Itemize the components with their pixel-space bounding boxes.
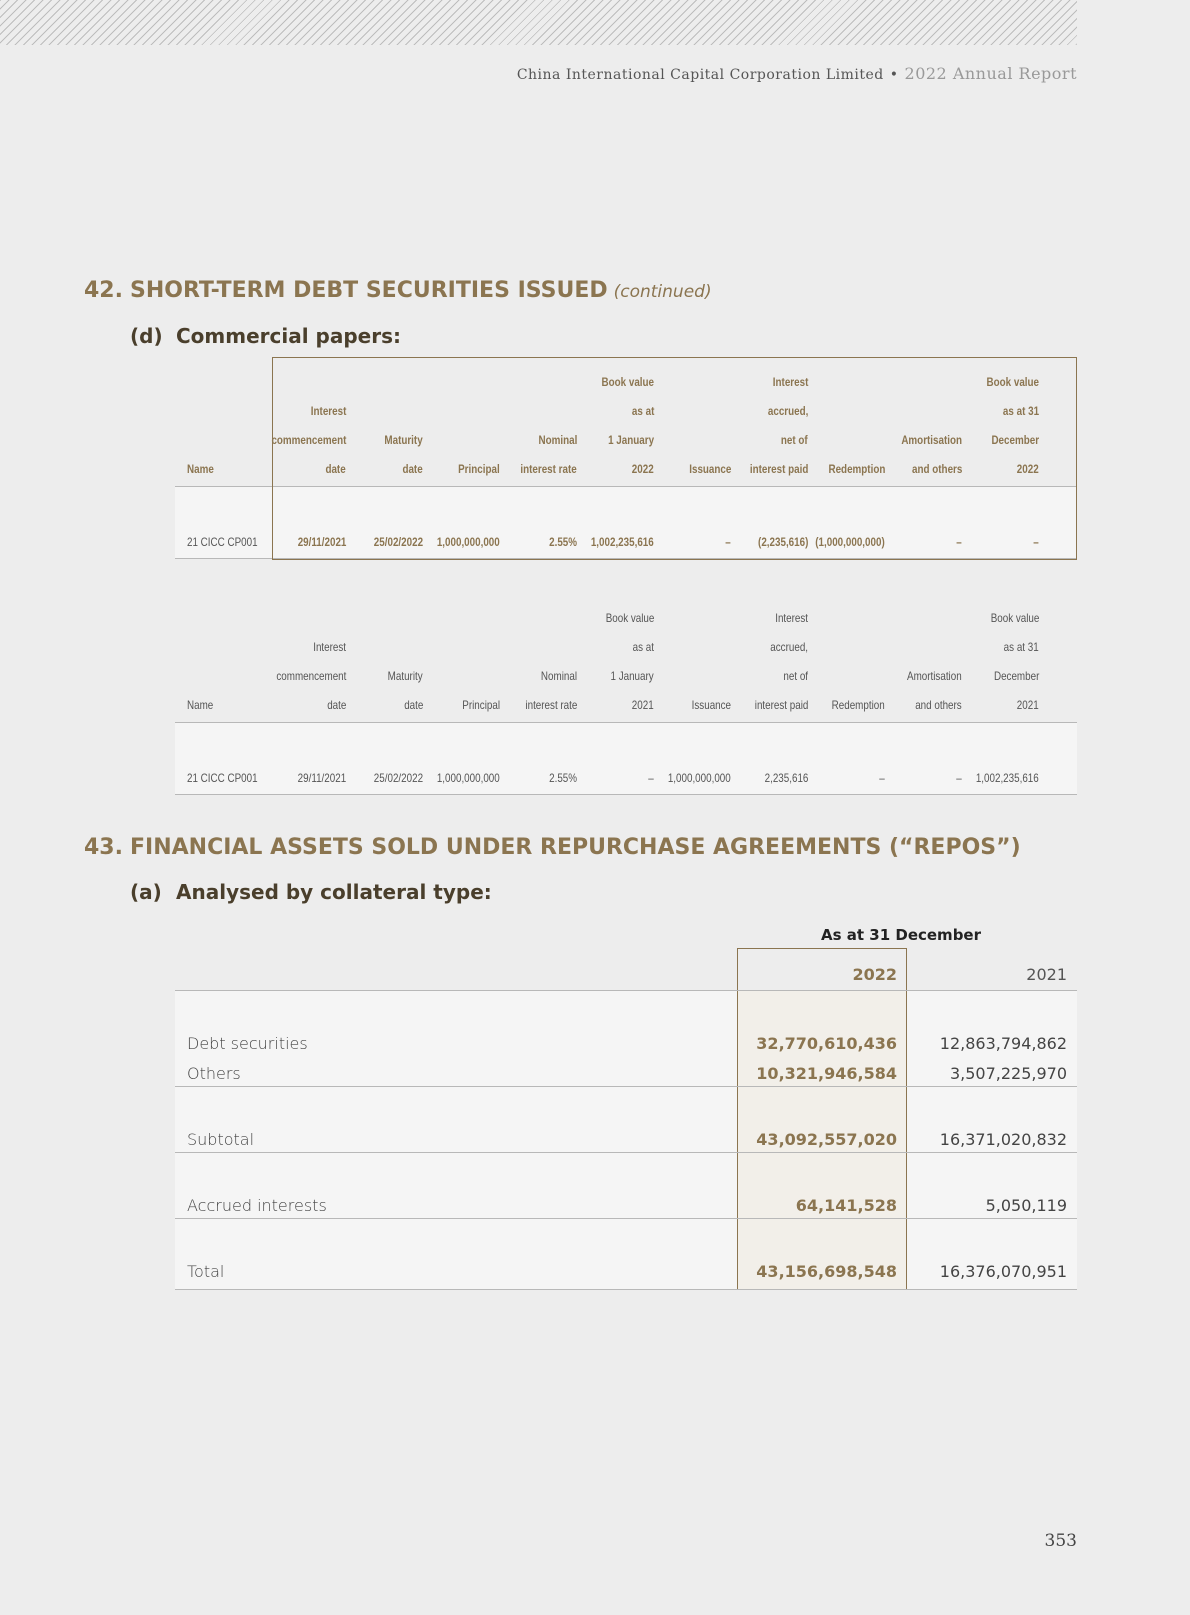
table-header	[175, 357, 1077, 487]
header-interest-accrued: Interest	[775, 611, 808, 625]
header-interest-commencement-date: date	[326, 698, 346, 712]
commercial-papers-table-2022	[175, 357, 1077, 559]
subsection-heading: Analysed by collateral type:	[176, 880, 492, 904]
page-number: 353	[1044, 1531, 1077, 1551]
header-closing-book-value: as at 31	[1003, 640, 1039, 654]
value-2021: 16,376,070,951	[939, 1262, 1067, 1281]
header-name: Name	[187, 698, 214, 712]
cell-closing-book-value: 1,002,235,616	[976, 771, 1039, 785]
cell-interest-commencement-date: 29/11/2021	[297, 771, 346, 785]
header-opening-book-value: 1 January	[608, 433, 654, 447]
cell-opening-book-value: –	[648, 771, 654, 785]
value-2022: 43,156,698,548	[756, 1262, 897, 1281]
section-42-title	[84, 278, 712, 303]
cell-issuance: –	[725, 535, 731, 549]
header-opening-book-value: 2022	[632, 462, 654, 476]
table-row	[175, 487, 1077, 559]
header-interest-accrued: interest paid	[749, 462, 808, 476]
header-closing-book-value: December	[991, 433, 1039, 447]
cell-amortisation: –	[956, 535, 962, 549]
table-header	[175, 593, 1077, 723]
header-redemption: Redemption	[831, 698, 885, 712]
year-2022-header: 2022	[852, 965, 897, 984]
header-issuance: Issuance	[688, 462, 731, 476]
year-2021-header: 2021	[1026, 965, 1067, 984]
header-separator: •	[889, 67, 899, 83]
header-interest-commencement-date: Interest	[310, 404, 346, 418]
current-year-highlight-box	[737, 948, 907, 1290]
row-label: Subtotal	[187, 1130, 255, 1149]
row-label: Others	[187, 1064, 241, 1083]
header-opening-book-value: Book value	[601, 375, 654, 389]
running-header	[517, 64, 1077, 83]
header-interest-commencement-date: date	[325, 462, 346, 476]
value-2022: 32,770,610,436	[756, 1034, 897, 1053]
cell-interest-commencement-date: 29/11/2021	[297, 535, 346, 549]
header-amortisation: and others	[915, 698, 962, 712]
row-label: Accrued interests	[187, 1196, 327, 1215]
header-closing-book-value: Book value	[990, 611, 1039, 625]
section-43-title	[84, 835, 1021, 860]
header-interest-accrued: interest paid	[754, 698, 808, 712]
table-row	[175, 723, 1077, 795]
header-issuance: Issuance	[691, 698, 731, 712]
header-interest-accrued: Interest	[772, 375, 808, 389]
section-heading: SHORT-TERM DEBT SECURITIES ISSUED	[130, 278, 608, 303]
header-amortisation: Amortisation	[901, 433, 962, 447]
company-name: China International Capital Corporation Limited	[516, 67, 884, 83]
header-nominal-interest-rate: Nominal	[538, 433, 577, 447]
header-closing-book-value: Book value	[986, 375, 1039, 389]
header-principal: Principal	[458, 462, 500, 476]
header-opening-book-value: as at	[631, 404, 654, 418]
table-row	[175, 1034, 1077, 1060]
header-redemption: Redemption	[828, 462, 885, 476]
subsection-heading: Commercial papers:	[176, 324, 402, 348]
cell-closing-book-value: –	[1033, 535, 1039, 549]
subsection-d-title	[130, 324, 401, 348]
header-closing-book-value: as at 31	[1002, 404, 1039, 418]
cell-issuance: 1,000,000,000	[668, 771, 731, 785]
divider	[175, 1086, 1077, 1087]
continued-note: (continued)	[613, 282, 712, 302]
cell-name: 21 CICC CP001	[187, 535, 258, 549]
row-label: Total	[187, 1262, 225, 1281]
table-row	[175, 1262, 1077, 1288]
header-maturity-date: Maturity	[387, 669, 423, 683]
value-2022: 10,321,946,584	[756, 1064, 897, 1083]
divider	[175, 1152, 1077, 1153]
header-interest-accrued: accrued,	[770, 640, 808, 654]
header-maturity-date: date	[402, 462, 423, 476]
header-interest-commencement-date: Interest	[313, 640, 346, 654]
cell-maturity-date: 25/02/2022	[373, 535, 423, 549]
value-2021: 5,050,119	[985, 1196, 1067, 1215]
header-interest-accrued: accrued,	[767, 404, 808, 418]
header-opening-book-value: 1 January	[610, 669, 654, 683]
header-interest-commencement-date: commencement	[275, 669, 346, 683]
cell-name: 21 CICC CP001	[187, 771, 258, 785]
header-amortisation: and others	[911, 462, 962, 476]
header-nominal-interest-rate: Nominal	[540, 669, 577, 683]
cell-principal: 1,000,000,000	[437, 535, 500, 549]
row-label: Debt securities	[187, 1034, 308, 1053]
divider	[175, 1289, 1077, 1290]
header-principal: Principal	[462, 698, 500, 712]
header-interest-accrued: net of	[783, 669, 808, 683]
subsection-label: (d)	[130, 324, 163, 348]
value-2021: 3,507,225,970	[949, 1064, 1067, 1083]
divider	[175, 990, 1077, 991]
decorative-hatch-band	[0, 0, 1077, 45]
cell-nominal-interest-rate: 2.55%	[549, 771, 577, 785]
value-2021: 12,863,794,862	[939, 1034, 1067, 1053]
header-opening-book-value: as at	[632, 640, 654, 654]
value-2022: 64,141,528	[795, 1196, 897, 1215]
section-number: 42.	[84, 278, 123, 303]
cell-interest-accrued: 2,235,616	[764, 771, 808, 785]
cell-amortisation: –	[956, 771, 962, 785]
cell-maturity-date: 25/02/2022	[373, 771, 423, 785]
cell-interest-accrued: (2,235,616)	[757, 535, 808, 549]
cell-opening-book-value: 1,002,235,616	[591, 535, 654, 549]
report-title: 2022 Annual Report	[904, 64, 1077, 83]
header-interest-accrued: net of	[781, 433, 808, 447]
header-amortisation: Amortisation	[907, 669, 962, 683]
header-closing-book-value: December	[993, 669, 1039, 683]
as-at-heading: As at 31 December	[821, 926, 981, 944]
subsection-label: (a)	[130, 880, 162, 904]
cell-redemption: (1,000,000,000)	[815, 535, 885, 549]
value-2021: 16,371,020,832	[939, 1130, 1067, 1149]
divider	[175, 1218, 1077, 1219]
header-closing-book-value: 2022	[1017, 462, 1039, 476]
header-maturity-date: date	[403, 698, 423, 712]
header-opening-book-value: Book value	[605, 611, 654, 625]
section-number: 43.	[84, 835, 123, 860]
section-heading: FINANCIAL ASSETS SOLD UNDER REPURCHASE AGREEMENTS (“REPOS”)	[130, 835, 1021, 860]
cell-principal: 1,000,000,000	[437, 771, 500, 785]
subsection-a-title	[130, 880, 492, 904]
header-name: Name	[187, 462, 214, 476]
header-maturity-date: Maturity	[384, 433, 423, 447]
value-2022: 43,092,557,020	[756, 1130, 897, 1149]
commercial-papers-table-2021	[175, 593, 1077, 795]
header-closing-book-value: 2021	[1017, 698, 1039, 712]
cell-redemption: –	[879, 771, 885, 785]
header-interest-commencement-date: commencement	[271, 433, 346, 447]
header-opening-book-value: 2021	[632, 698, 654, 712]
header-nominal-interest-rate: interest rate	[520, 462, 577, 476]
header-nominal-interest-rate: interest rate	[525, 698, 577, 712]
cell-nominal-interest-rate: 2.55%	[549, 535, 577, 549]
